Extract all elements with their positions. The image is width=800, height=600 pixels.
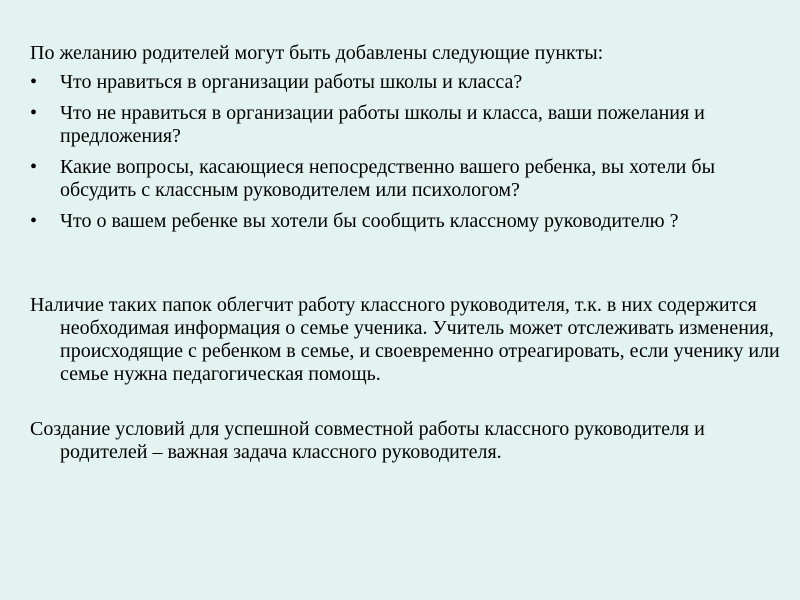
intro-text: По желанию родителей могут быть добавлены следующие пункты: xyxy=(30,42,604,64)
paragraph-folders: Наличие таких папок облегчит работу классного руководителя, т.к. в них содержится необходимая информация о семье ученика. Учитель может отслеживать изменения, происходящие с ребенком в семье, и своевременно отреагировать, если ученику или семье нужна педагогическая помощь. xyxy=(30,294,780,385)
bullet-list xyxy=(30,71,790,241)
bullet-icon: • xyxy=(30,156,38,178)
list-item xyxy=(30,156,790,202)
paragraph-conclusion: Создание условий для успешной совместной работы классного руководителя и родителей – важная задача классного руководителя. xyxy=(30,418,705,463)
list-item-text: Что нравиться в организации работы школы и класса? xyxy=(60,71,523,93)
bullet-icon: • xyxy=(30,102,38,124)
bullet-icon: • xyxy=(30,210,38,232)
list-item-text: Какие вопросы, касающиеся непосредственно вашего ребенка, вы хотели бы обсудить с классным руководителем или психологом? xyxy=(60,156,715,201)
list-item-text: Что о вашем ребенке вы хотели бы сообщить классному руководителю ? xyxy=(60,210,679,232)
list-item-text: Что не нравиться в организации работы школы и класса, ваши пожелания и предложения? xyxy=(60,102,705,147)
list-item xyxy=(30,102,790,148)
list-item xyxy=(30,71,790,94)
list-item xyxy=(30,210,790,233)
bullet-icon: • xyxy=(30,71,38,93)
